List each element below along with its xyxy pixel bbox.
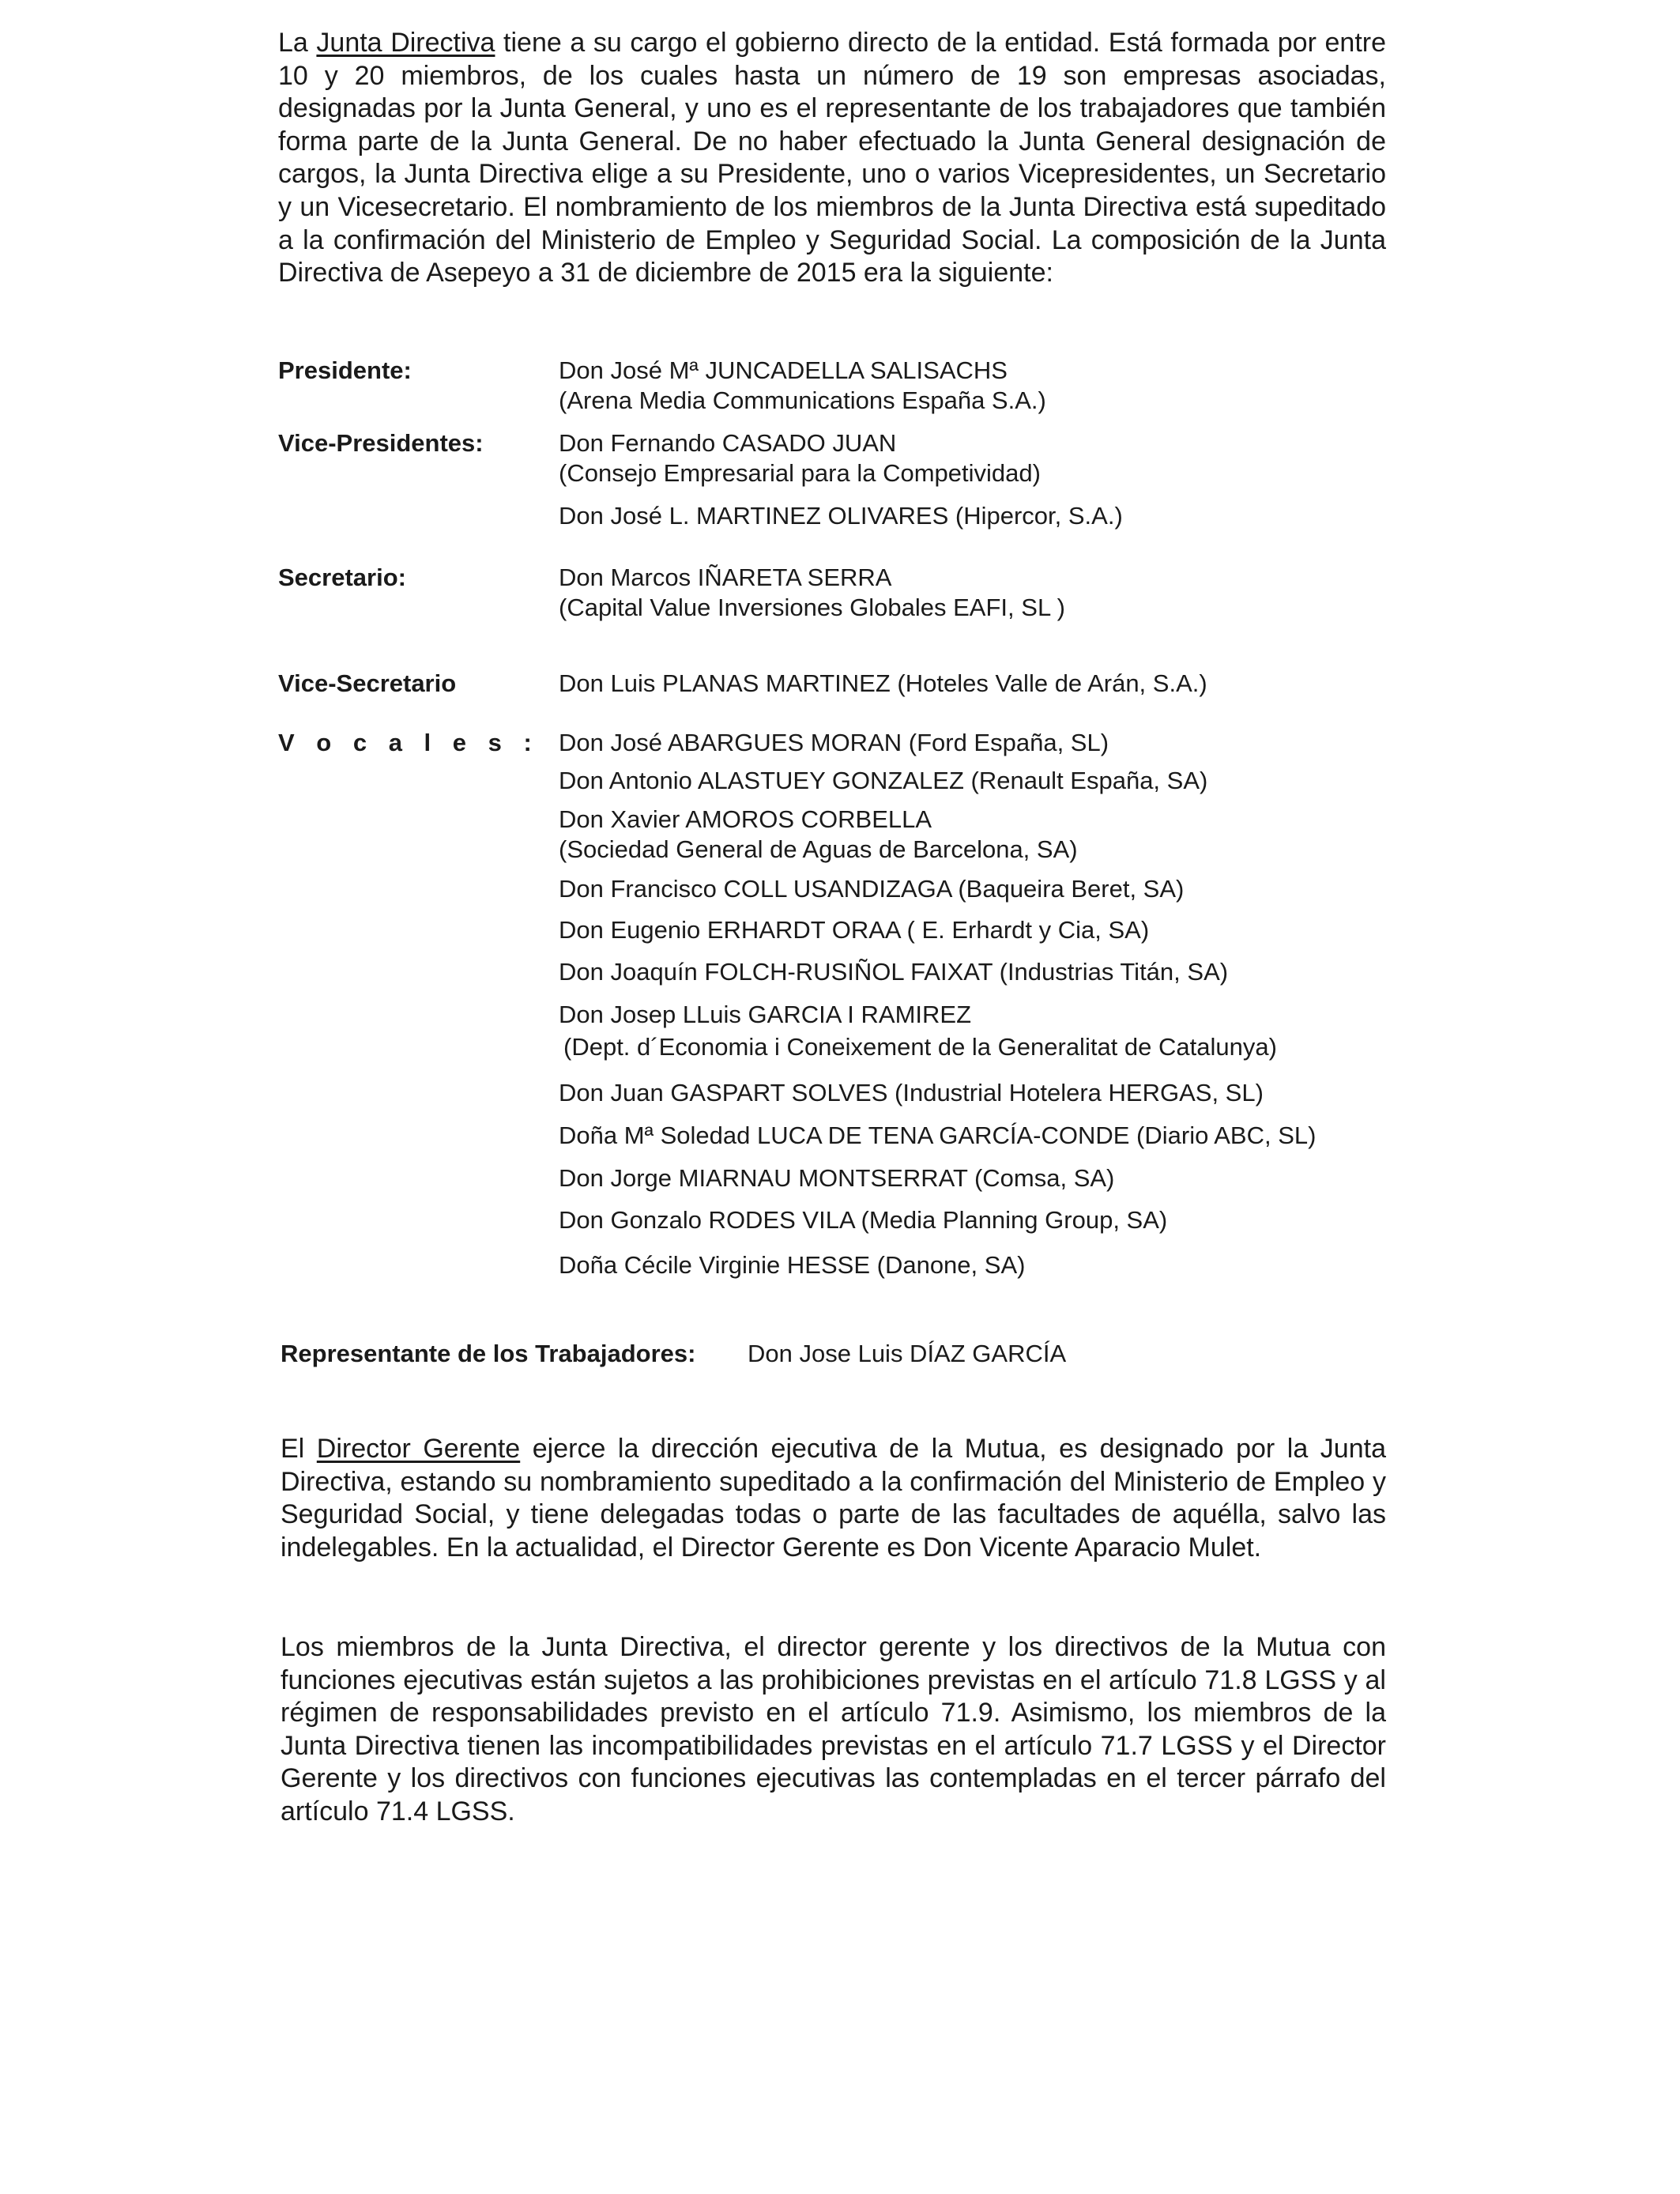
intro-line: diciembre de 2015 era la siguiente:: [635, 258, 1053, 288]
vocal-item: Don Jorge MIARNAU MONTSERRAT (Comsa, SA): [559, 1164, 1115, 1192]
intro-prefix: La: [278, 28, 317, 58]
closing-line: LGSS y al régimen de responsabilidades previsto en el artículo 71.9. Asimismo, los: [281, 1664, 1386, 1728]
secretario-company: (Capital Value Inversiones Globales EAFI, SL ): [559, 594, 1065, 621]
representante-label: Representante de los Trabajadores:: [281, 1340, 696, 1367]
closing-line: miembros de la Junta Directiva tienen las incompatibilidades previstas en el artículo: [281, 1698, 1387, 1761]
closing-line: 71.7 LGSS y el Director Gerente y los directivos con funciones ejecutivas las: [281, 1730, 1387, 1794]
presidente-entry: [559, 356, 1046, 416]
vicepresidente-entry-2: Don José L. MARTINEZ OLIVARES (Hipercor, S.A.): [559, 502, 1123, 530]
director-line: Aparacio Mulet.: [1074, 1532, 1262, 1563]
presidente-company: (Arena Media Communications España S.A.): [559, 386, 1046, 414]
secretario-entry: [559, 563, 1065, 623]
vocal-item: Don Joaquín FOLCH-RUSIÑOL FAIXAT (Industrias Titán, SA): [559, 958, 1229, 986]
intro-line: miembros de la Junta Directiva está supeditado a la confirmación del Ministerio de: [278, 191, 1387, 255]
intro-paragraph: [278, 27, 1386, 290]
vicesecretario-entry: Don Luis PLANAS MARTINEZ (Hoteles Valle de Arán, S.A.): [559, 669, 1207, 697]
director-paragraph: [281, 1433, 1386, 1564]
vicepresidente-company: (Consejo Empresarial para la Competividad): [559, 459, 1041, 487]
vocal-item: Doña Cécile Virginie HESSE (Danone, SA): [559, 1251, 1026, 1279]
intro-line: asociadas, designadas por la Junta General, y uno es el representante de los: [278, 60, 1386, 124]
vocal-item-company: (Sociedad General de Aguas de Barcelona, SA): [559, 835, 1078, 863]
director-line: Empleo y Seguridad Social, y tiene delegadas todas o parte de las facultades de: [281, 1466, 1387, 1530]
intro-line: trabajadores que también forma parte de la Junta General. De no haber efectuado la: [278, 93, 1387, 156]
intro-line: varios Vicepresidentes, un Secretario y un Vicesecretario. El nombramiento de los: [278, 159, 1386, 222]
vocal-item: Don Xavier AMOROS CORBELLA: [559, 805, 932, 833]
junta-directiva-link: Junta Directiva: [316, 28, 495, 58]
vicepresidente-entry-1: [559, 428, 1041, 488]
secretario-label: Secretario:: [278, 564, 406, 591]
intro-line: Empleo y Seguridad Social. La composición de la Junta Directiva de Asepeyo a 31 de: [278, 224, 1386, 288]
closing-paragraph: [281, 1631, 1386, 1829]
director-line: ejerce la dirección ejecutiva de la Mutua, es designado por la Junta: [520, 1434, 1386, 1464]
representante-name: Don Jose Luis DÍAZ GARCÍA: [748, 1340, 1067, 1367]
secretario-name: Don Marcos IÑARETA SERRA: [559, 564, 892, 591]
closing-line: funciones ejecutivas están sujetos a las prohibiciones previstas en el artículo 71.8: [281, 1664, 1257, 1695]
vocal-item: Don Francisco COLL USANDIZAGA (Baqueira Beret, SA): [559, 875, 1185, 903]
vocales-label: V o c a l e s :: [278, 729, 540, 756]
vocal-item: Doña Mª Soledad LUCA DE TENA GARCÍA-CONDE (Diario ABC, SL): [559, 1122, 1317, 1149]
intro-line: tiene a su cargo el gobierno directo de la entidad. Está formada por: [495, 28, 1317, 58]
vocal-item: Don Antonio ALASTUEY GONZALEZ (Renault España, SA): [559, 767, 1208, 794]
intro-line: Junta General designación de cargos, la Junta Directiva elige a su Presidente, uno o: [278, 126, 1386, 190]
director-gerente-link: Director Gerente: [316, 1434, 521, 1464]
presidente-label: Presidente:: [278, 356, 412, 384]
vocal-item: Don Eugenio ERHARDT ORAA ( E. Erhardt y Cia, SA): [559, 916, 1150, 944]
vicesecretario-label: Vice-Secretario: [278, 669, 457, 697]
director-line: aquélla, salvo las indelegables. En la actualidad, el Director Gerente es Don Vicente: [281, 1499, 1387, 1563]
closing-line: Los miembros de la Junta Directiva, el director gerente y los directivos de la Mutua con: [281, 1632, 1386, 1662]
vocal-item-company: (Dept. d´Economia i Coneixement de la Generalitat de Catalunya): [563, 1033, 1277, 1061]
intro-line: entre 10 y 20 miembros, de los cuales hasta un número de 19 son empresas: [278, 28, 1386, 91]
vocal-item: Don Gonzalo RODES VILA (Media Planning Group, SA): [559, 1206, 1168, 1234]
director-prefix: El: [281, 1434, 317, 1464]
vocal-item: Don Juan GASPART SOLVES (Industrial Hotelera HERGAS, SL): [559, 1079, 1264, 1106]
vocal-item: Don José ABARGUES MORAN (Ford España, SL): [559, 729, 1109, 756]
director-line: Directiva, estando su nombramiento supeditado a la confirmación del Ministerio de: [281, 1466, 1267, 1497]
vicepresidentes-label: Vice-Presidentes:: [278, 429, 484, 457]
closing-line: contempladas en el tercer párrafo del artículo 71.4 LGSS.: [281, 1763, 1386, 1826]
presidente-name: Don José Mª JUNCADELLA SALISACHS: [559, 356, 1008, 384]
vicepresidente-name: Don Fernando CASADO JUAN: [559, 429, 897, 457]
vocal-item: Don Josep LLuis GARCIA I RAMIREZ: [559, 1001, 972, 1028]
